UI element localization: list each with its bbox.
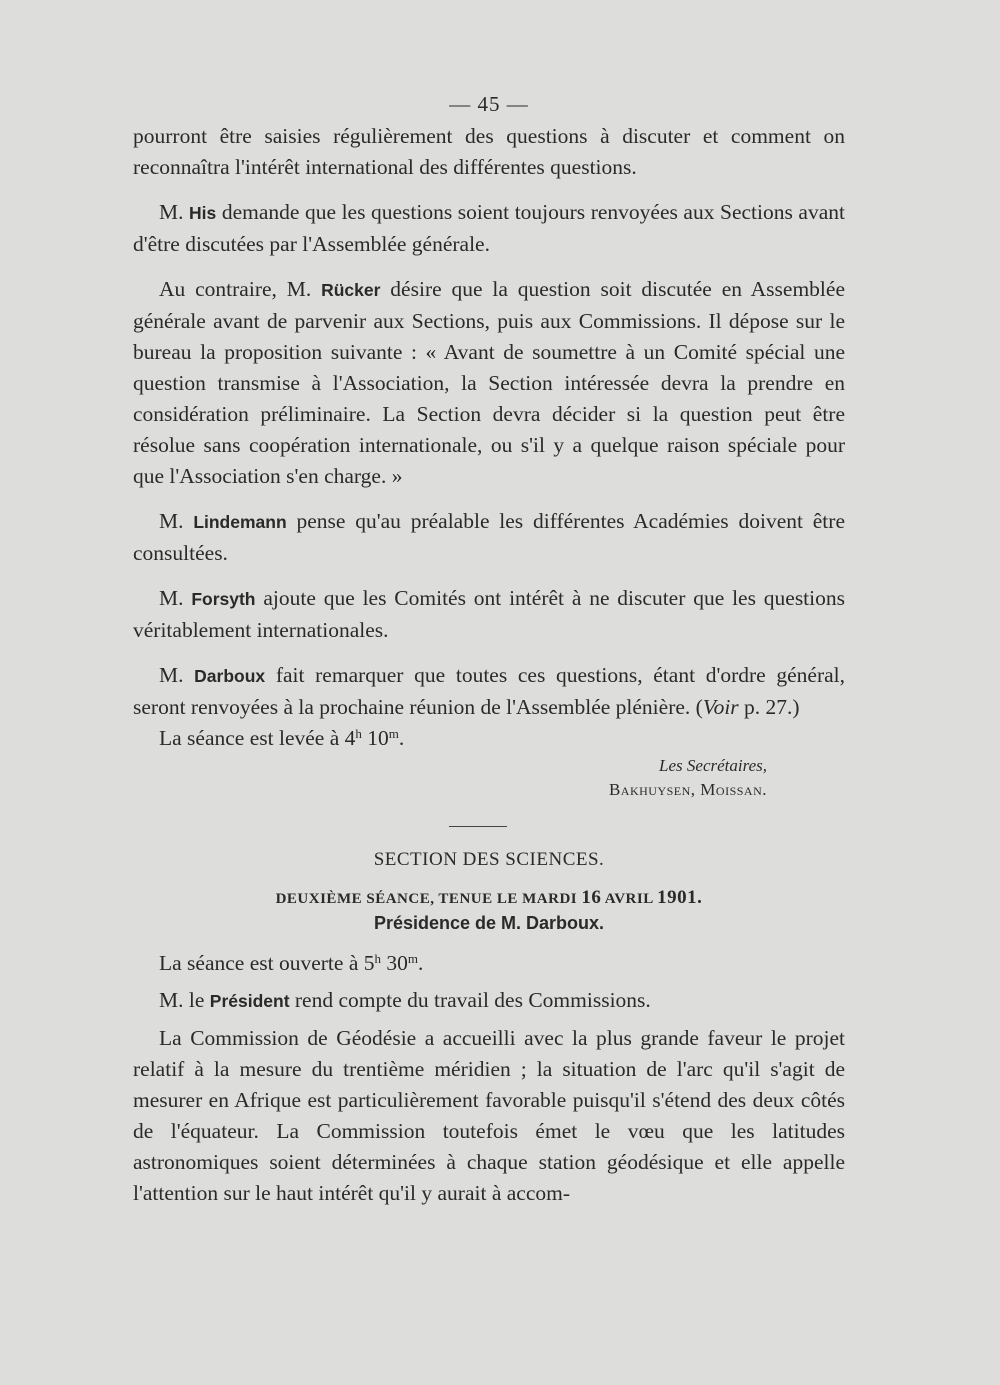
speaker-name: Darboux — [194, 666, 266, 686]
paragraph-text: fait remarquer que toutes ces questions, étant d'ordre général, seront renvoyées à la prochaine réunion de l'Assemblée plénière. ( — [133, 663, 845, 719]
section-divider — [449, 826, 507, 827]
text: . — [417, 951, 424, 975]
prefix: M. le — [159, 988, 210, 1012]
prefix: M. — [159, 509, 194, 533]
paragraph-seance-levee — [133, 723, 845, 754]
prefix: M. — [159, 200, 190, 224]
paragraph-continuation: pourront être saisies régulièrement des questions à discuter et comment on reconnaîtra l'intérêt international des différentes questions. — [133, 124, 845, 179]
text: 30 — [380, 951, 408, 975]
seance-prefix: DEUXIÈME SÉANCE, TENUE LE MARDI — [275, 891, 582, 907]
section-title: SECTION DES SCIENCES. — [373, 849, 605, 870]
page-number: — 45 — — [449, 92, 529, 116]
signature-names: Bakhuysen, Moissan. — [608, 780, 767, 799]
text: La séance est levée à 4 — [159, 726, 356, 750]
paragraph-seance-ouverte — [133, 948, 845, 979]
seance-day: 16 — [581, 887, 602, 908]
text: . — [398, 726, 405, 750]
paragraph-text: rend compte du travail des Commissions. — [289, 988, 651, 1012]
signature-label: Les Secrétaires, — [659, 756, 767, 775]
text: La séance est ouverte à 5 — [159, 951, 375, 975]
superscript: h — [355, 726, 362, 741]
speaker-name: His — [189, 203, 217, 223]
paragraph-lindemann — [133, 506, 845, 569]
text: 10 — [361, 726, 389, 750]
seance-year: 1901. — [657, 887, 703, 908]
seance-month: AVRIL — [601, 891, 658, 907]
paragraph-geodesie: La Commission de Géodésie a accueilli avec la plus grande faveur le projet relatif à la mesure du trentième méridien ; la situation de l'arc qu'il s'agit de mesurer en Afrique est particulièrement favorable puisqu'il s'étend des deux côtés de l'équateur. La Commission toutefois émet le vœu que les latitudes astronomiques soient déterminées à chaque station géodésique et elle appelle l'attention sur le haut intérêt qu'il y aurait à accom- — [133, 1026, 845, 1205]
paragraph-text: pense qu'au préalable les différentes Académies doivent être consultées. — [133, 509, 845, 565]
paragraph-forsyth — [133, 583, 845, 646]
paragraph-president — [133, 985, 845, 1017]
text-column — [133, 92, 845, 1209]
speaker-name: Lindemann — [193, 512, 287, 532]
presidence-heading: Présidence de M. Darboux. — [373, 913, 605, 933]
page-reference: p. 27.) — [738, 695, 800, 719]
paragraph-rucker — [133, 274, 845, 492]
superscript: m — [388, 726, 399, 741]
voir-reference: Voir — [702, 695, 739, 719]
speaker-name: Président — [209, 991, 290, 1011]
prefix: M. — [159, 663, 195, 687]
superscript: m — [407, 951, 418, 966]
seance-heading — [133, 887, 845, 909]
paragraph-text: ajoute que les Comités ont intérêt à ne discuter que les questions véritablement internationales. — [133, 586, 845, 642]
paragraph-text: demande que les questions soient toujours renvoyées aux Sections avant d'être discutées par l'Assemblée générale. — [133, 200, 845, 256]
superscript: h — [374, 951, 381, 966]
paragraph-text: désire que la question soit discutée en Assemblée générale avant de parvenir aux Sections, puis aux Commissions. Il dépose sur le bureau la proposition suivante : « Avant de soumettre à un Comité spécial une question transmise à l'Association, la Section intéressée devra la prendre en considération préliminaire. La Section devra décider si la question peut être résolue sans coopération internationale, ou s'il y a quelque raison spéciale pour que l'Association s'en charge. » — [133, 277, 845, 488]
paragraph-his — [133, 197, 845, 260]
prefix: M. — [159, 586, 192, 610]
paragraph-darboux — [133, 660, 845, 723]
speaker-name: Rücker — [321, 280, 381, 300]
speaker-name: Forsyth — [191, 589, 256, 609]
prefix: Au contraire, M. — [159, 277, 322, 301]
